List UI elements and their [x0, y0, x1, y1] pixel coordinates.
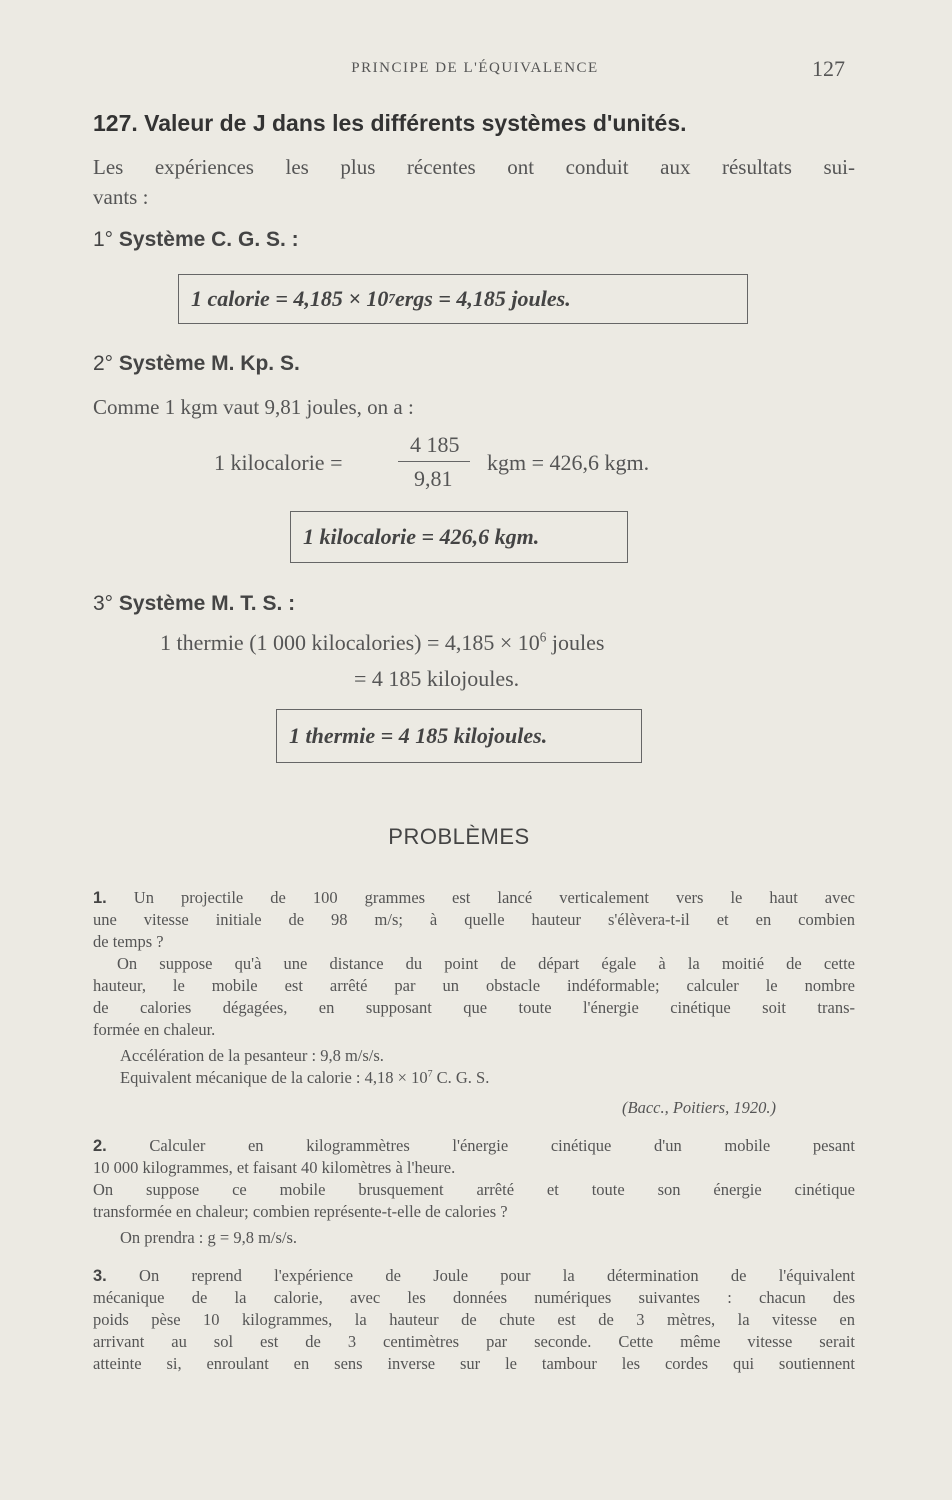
problem-1-line-1 — [93, 887, 855, 910]
system-cgs-title: Système C. G. S. : — [118, 228, 299, 251]
problem-2-line-1 — [93, 1135, 855, 1158]
problem-1-data-1: Accélération de la pesanteur : 9,8 m/s/s. — [120, 1046, 384, 1065]
problem-1-line-1-text: Un projectile de 100 grammes est lancé verticalement vers le haut avec — [133, 888, 856, 907]
mkps-fraction-denominator: 9,81 — [414, 466, 453, 491]
problem-1-line-2: une vitesse initiale de 98 m/s; à quelle hauteur s'élèvera-t-il et en combien — [93, 910, 855, 929]
system-mkps-number: 2° — [93, 352, 114, 375]
problem-1-line-5: hauteur, le mobile est arrêté par un obstacle indéformable; calculer le nombre — [93, 976, 855, 995]
mts-eq-line-1 — [160, 630, 604, 656]
problems-title: PROBLÈMES — [388, 824, 530, 849]
problem-1-source: (Bacc., Poitiers, 1920.) — [622, 1098, 776, 1117]
system-mts-title: Système M. T. S. : — [118, 592, 296, 615]
problem-1-data-2-part2: C. G. S. — [432, 1068, 490, 1087]
problem-2-line-2: 10 000 kilogrammes, et faisant 40 kilomètres à l'heure. — [93, 1158, 456, 1177]
system-mts-number: 3° — [93, 592, 114, 615]
mts-eq-line-2: = 4 185 kilojoules. — [354, 666, 520, 691]
problem-1-data-2 — [120, 1067, 489, 1090]
system-cgs-number: 1° — [93, 228, 114, 251]
problem-3-line-4: arrivant au sol est de 3 centimètres par seconde. Cette même vitesse serait — [93, 1332, 855, 1351]
problem-3-line-5: atteinte si, enroulant en sens inverse sur le tambour les cordes qui soutiennent — [93, 1354, 855, 1373]
problem-1-line-3: de temps ? — [93, 932, 164, 951]
running-head: PRINCIPE DE L'ÉQUIVALENCE — [351, 60, 599, 76]
cgs-boxed-equation: 1 calorie = 4,185 × 10 7 ergs = 4,185 joules. — [178, 274, 748, 324]
problem-1-number: 1. — [93, 889, 107, 907]
mts-eq-exponent: 6 — [539, 629, 547, 645]
system-mkps-title: Système M. Kp. S. — [118, 352, 300, 375]
system-mkps-heading — [93, 352, 300, 376]
problem-2-line-1-text: Calculer en kilogrammètres l'énergie cinétique d'un mobile pesant — [149, 1136, 855, 1155]
mkps-fraction-bar — [398, 461, 470, 462]
mkps-eq-left: 1 kilocalorie = — [214, 450, 343, 475]
problem-2-line-5: On prendra : g = 9,8 m/s/s. — [120, 1228, 298, 1247]
page-number: 127 — [812, 56, 845, 81]
problem-1-data-2-part1: Equivalent mécanique de la calorie : 4,18 × 10 — [120, 1068, 428, 1087]
intro-line-2: vants : — [93, 185, 149, 209]
system-mts-heading — [93, 592, 295, 616]
problem-1-line-7: formée en chaleur. — [93, 1020, 216, 1039]
problem-1-line-4: On suppose qu'à une distance du point de départ égale à la moitié de cette — [117, 954, 855, 973]
problem-1-data-2-exponent: 7 — [427, 1068, 433, 1080]
problem-1-line-6: de calories dégagées, en supposant que toute l'énergie cinétique soit trans- — [93, 998, 855, 1017]
mkps-boxed-equation: 1 kilocalorie = 426,6 kgm. — [290, 511, 628, 563]
section-title: 127. Valeur de J dans les différents systèmes d'unités. — [93, 110, 687, 136]
problem-2-line-3: On suppose ce mobile brusquement arrêté et toute son énergie cinétique — [93, 1180, 855, 1199]
problem-2-line-4: transformée en chaleur; combien représente-t-elle de calories ? — [93, 1202, 508, 1221]
mts-boxed-equation: 1 thermie = 4 185 kilojoules. — [276, 709, 642, 763]
mkps-text: Comme 1 kgm vaut 9,81 joules, on a : — [93, 395, 414, 419]
mkps-eq-right: kgm = 426,6 kgm. — [487, 450, 650, 475]
problem-3-line-2: mécanique de la calorie, avec les données numériques suivantes : chacun des — [93, 1288, 855, 1307]
mts-eq-part1: 1 thermie (1 000 kilocalories) = 4,185 × 10 — [160, 630, 540, 655]
problem-3-line-3: poids pèse 10 kilogrammes, la hauteur de chute est de 3 mètres, la vitesse en — [93, 1310, 855, 1329]
mkps-fraction-numerator: 4 185 — [410, 432, 460, 457]
cgs-eq-part1: 1 calorie = 4,185 × 10 — [191, 286, 389, 311]
system-cgs-heading — [93, 228, 299, 252]
problem-3-line-1 — [93, 1265, 855, 1288]
cgs-eq-part2: ergs = 4,185 joules. — [394, 286, 571, 311]
intro-line-1: Les expériences les plus récentes ont conduit aux résultats sui- — [93, 155, 855, 179]
mts-eq-part2: joules — [546, 630, 605, 655]
problem-3-number: 3. — [93, 1267, 107, 1285]
problem-2-number: 2. — [93, 1137, 107, 1155]
problem-3-line-1-text: On reprend l'expérience de Joule pour la détermination de l'équivalent — [139, 1266, 855, 1285]
